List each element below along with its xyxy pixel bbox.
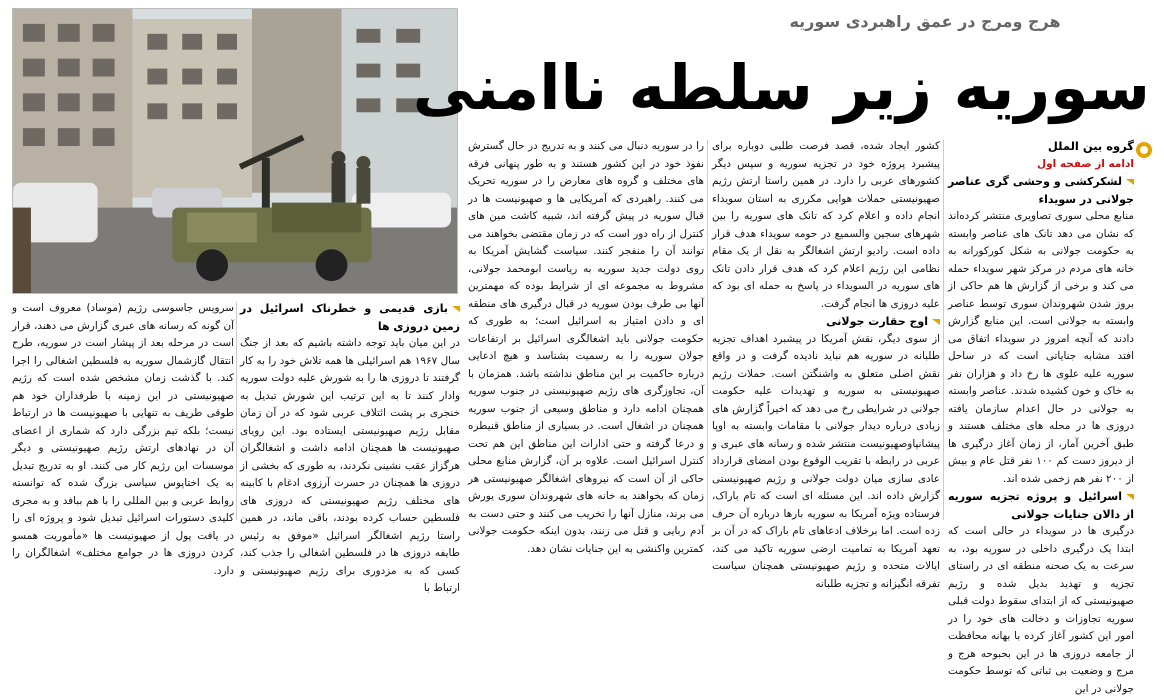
article-column-4 <box>240 300 460 594</box>
subhead-marker-icon <box>1126 179 1134 185</box>
subhead-marker-icon <box>1126 494 1134 500</box>
paragraph: در این میان باید توجه داشته باشیم که بعد از جنگ سال ۱۹۶۷ هم اسرائیلی ها همه تلاش خود را به کار گرفتند تا دروزی ها را به شورش علیه دولت سوریه وادار کنند تا به این ترتیب این شورش تبدیل به خنجری بر پشت ائتلاف عربی شود که در آن زمان مقابل رژیم صهیونیستی ایستاده بود. این رویای صهیونیست ها همچنان ادامه داشت و اشغالگران هرگزاز عقب نشینی نکردند، به طوری که بخشی از دروزی ها همچنان در حسرت آرزوی ادغام با کابینه های مختلف رژیم صهیونیستی که دروزی های فلسطین حساب کرده بودند، باقی ماند، در همین راستا رژیم اشغالگر اسرائیل «موفق به رئیس طایفه دروزی ها در فلسطین اشغالی را جذب کند، کسی که به مزدوری برای رژیم صهیونیستی و ارتباط با <box>240 337 460 594</box>
column-divider <box>236 302 237 520</box>
article-byline: گروه بین الملل <box>1047 139 1134 153</box>
continued-note: ادامه از صفحه اول <box>1037 157 1134 170</box>
paragraph: از سوی دیگر، نقش آمریکا در پیشبرد اهداف تجزیه طلبانه در سوریه هم نباید نادیده گرفت و در واقع نقش اصلی متعلق به واشنگتن است. حملات رژیم صهیونیستی به سوریه و تهدیدات علیه حکومت جولانی در شرایطی رخ می دهد که اخیراً گزارش های زیادی درباره دیدار جولانی با مقامات وابسته به اوپا پیشانپاوصهیونیست منتشر شده و رسانه های عبری و عربی در رابطه با تقریب الوقوع بودن امضای قرارداد عادی سازی میان دولت جولانی و رژیم صهیونیستی گزارش داده اند. این مسئله ای است که تام باراک، فرستاده ویژه آمریکا به سوریه بارها درباره آن حرف زده است. اما برخلاف ادعاهای تام باراک که در آن بر تعهد آمریکا به تمامیت ارضی سوریه تاکید می کند، ایالات متحده و رژیم صهیونیستی همچنان سیاست تفرقه انگیزانه و تجزیه طلبانه <box>712 332 940 590</box>
paragraph: منابع محلی سوری تصاویری منتشر کرده‌اند که نشان می دهد تانک های عناصر وابسته به حکومت جولانی به شکل کورکورانه به خانه های مردم در مرکز شهر سویداء حمله می کند و برخی از گزارش ها هم حاکی از بروز شدن شهروندان سوری توسط عناصر وابسته به جولانی است. این منابع گزارش دادند که آنچه امروز در سویداء اتفاق می افتد مشابه جنایاتی است که در ساحل سوریه علیه علوی ها رخ داد و هزاران نفر به خاک و خون کشیده شدند. عناصر وابسته به جولانی در حال اعدام سازمان یافته دروزی ها در محله های مختلف هستند و طبق آخرین آمار، از زمان آغاز درگیری ها از دیروز دست کم ۱۰۰ نفر قتل عام و بیش از ۲۰۰ نفر هم زخمی شده اند. <box>948 210 1134 485</box>
article-column-3 <box>468 138 704 555</box>
paragraph: سرویس جاسوسی رژیم (موساد) معروف است و آن گونه که رسانه های عبری گزارش می دهند، قرار است در مرحله بعد از پیشار است در سوریه، طرح انتقال گازشمال سوریه به فلسطین اشغالی را اجرا کند. با گذشت زمان مشخص شده است که رژیم صهیونیستی در این زمینه با طرفداران خود هم طوقی طریف به تنهایی با صهیونیست ها در ارتباط نیست؛ بلکه تیم بزرگی دارد که شماری از اعضای آن در نهادهای ارتش رژیم صهیونیستی و دیگر موسسات این رژیم کار می کنند. او به تدریج تبدیل به یک اختاپوس سیاسی بزرگ شده که توانسته روابط عربی و بین المللی را با هم ببافد و به مجری کلیدی دستورات اسرائیل تبدیل شود و پروژه ای را در یافت پول از صهیونیست ها «مأموریت همسو کردن دروزی ها در جوامع مختلف» اشغالگران را دارد. <box>12 302 234 577</box>
paragraph: کشور ایجاد شده، قصد فرصت طلبی دوباره برای پیشبرد پروژه خود در تجزیه سوریه و سپس دیگر کشورهای عربی را دارد. در همین راستا ارتش رژیم صهیونیستی حملات هوایی مکرری به استان سویداء انجام داده و اعلام کرد که تانک های سوریه را بین شهرهای سجین والسمیع در حومه سویداء هدف قرار داده است. رادیو ارتش اشغالگر به نقل از یک مقام نظامی این رژیم اعلام کرد که هدف قرار دادن تانک های سوریه در السویداء در پاسخ به حمله ای بود که علیه دروزی ها انجام گرفت. <box>712 140 940 310</box>
column-divider <box>707 140 708 520</box>
paragraph: را در سوریه دنبال می کنند و به تدریج در حال گسترش نفوذ خود در این کشور هستند و به طور پنهانی فرقه های مختلف و گروه های معارض را در سوریه تحریک می کنند. راهبردی که آمریکایی ها و صهیونیست ها در قبال سوریه در پیش گرفته اند، شبیه کاشت مین های کنترل از راه دور است که در زمان مقتضی بخواهند می توانند آن را منفجر کنند. سیاست گشایش آمریکا به روی دولت جدید سوریه به ریاست ابومحمد جولانی، مشروط به مجموعه ای از شرایط بوده که مهمترین آنها بی طرف بودن سوریه در قبال درگیری های منطقه ای و دادن امتیاز به اسرائیل است؛ به طوری که حکومت جولانی باید اشغالگری اسرائیل بر ارتفاعات جولان سوریه را به رسمیت بشناسد و هیچ ادعایی درباره حاکمیت بر این مناطق نداشته باشد. همزمان با آن، تجاوزگری های رژیم صهیونیستی در جنوب سوریه همچنان ادامه دارد و مناطق وسیعی از جنوب سوریه همچنان در اشغال است. در بسیاری از مناطق قنیطره و درعا گرفته و حتی ادارات این مناطق این هم تحت کنترل اسرائیل است. علاوه بر آن، گزارش منابع محلی حاکی از آن است که نیروهای اشغالگر صهیونیستی هر زمان که بخواهند به خانه های شهروندان سوری یورش می برند، منازل آنها را تخریب می کنند و حتی دست به آدم ربایی و قتل می زنند، بدون اینکه حکومت جولانی کمترین واکنشی به این جنایات نشان دهد. <box>468 140 704 555</box>
subhead: اوج حقارت جولانی <box>712 313 940 331</box>
subhead-marker-icon <box>452 306 460 312</box>
article-column-5 <box>12 300 234 577</box>
article-column-1 <box>948 138 1154 695</box>
subhead: بازی قدیمی و خطرناک اسرائیل در زمین دروزی ها <box>240 302 460 333</box>
subhead-marker-icon <box>932 319 940 325</box>
article-column-2 <box>712 138 940 590</box>
article-kicker: هرج ومرج در عمق راهبردی سوریه <box>789 12 1061 31</box>
column-divider <box>943 140 944 520</box>
article-headline: سوریه زیر سلطه ناامنی <box>412 51 1150 124</box>
article-photo <box>12 8 458 294</box>
subhead: اسرائیل و پروژه تجزیه سوریه از دالان جنایات جولانی <box>948 490 1134 521</box>
street-scene-image <box>13 9 457 293</box>
subhead: لشکرکشی و وحشی گری عناصر جولانی در سویداء <box>948 175 1134 206</box>
paragraph: درگیری ها در سویداء در حالی است که ابتدا یک درگیری داخلی در سوریه بود، به سرعت به یک صحنه منطقه ای در راستای تجزیه و تهدید بدیل شده و رژیم صهیونیستی که از ابتدای سقوط دولت قبلی سوریه تجاوزات و دخالت های خود را در امور این کشور آغاز کرده با بهانه محافظت از جامعه دروزی ها در این بحبوحه هرج و مرج و وضعیت بی ثباتی که توسط حکومت جولانی در این <box>948 525 1134 695</box>
